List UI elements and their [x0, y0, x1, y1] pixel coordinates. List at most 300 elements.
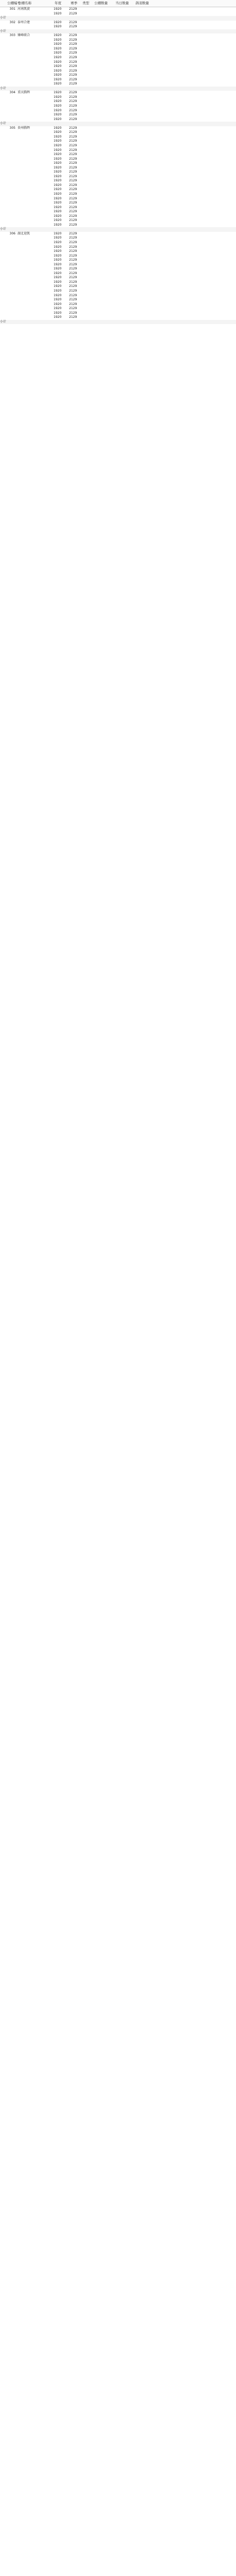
loft-name-cell: [16, 254, 54, 259]
table-cell: [6, 87, 16, 91]
season-cell: 2129: [69, 188, 77, 192]
year-cell: 1920: [54, 236, 62, 240]
loft-id-cell: [6, 302, 16, 307]
count-cell: [132, 218, 151, 223]
type-cell: [80, 117, 92, 122]
table-cell: [0, 307, 6, 311]
loft-id-cell: [6, 258, 16, 263]
year-cell: 1920: [54, 298, 62, 302]
table-cell: [80, 29, 92, 34]
count-cell: [92, 166, 112, 171]
count-cell: [92, 99, 112, 104]
subtotal-cell: [132, 16, 151, 21]
count-cell: [112, 95, 132, 100]
count-cell: [92, 241, 112, 245]
count-cell: [132, 51, 151, 56]
count-cell: [112, 91, 132, 95]
loft-name-cell: [16, 249, 54, 254]
count-cell: [92, 139, 112, 144]
count-cell: [112, 280, 132, 285]
table-cell: [0, 12, 6, 16]
year-cell: 1920: [54, 51, 62, 55]
table-cell: [0, 210, 6, 214]
loft-id-cell: [6, 157, 16, 162]
loft-id-cell: [6, 276, 16, 280]
count-cell: [112, 135, 132, 140]
type-cell: [80, 241, 92, 245]
table-cell: [0, 73, 6, 78]
table-cell: [0, 51, 6, 56]
header-cell: 公棚名称: [18, 1, 31, 5]
loft-name-cell: [16, 298, 54, 302]
type-cell: [80, 249, 92, 254]
table-row: [0, 99, 236, 104]
count-cell: [112, 206, 132, 210]
table-row: [0, 267, 236, 272]
type-cell: [80, 284, 92, 289]
type-cell: [80, 144, 92, 148]
loft-name-cell: [16, 267, 54, 272]
header-cell: 鸽羽数量: [136, 1, 149, 5]
type-cell: [80, 95, 92, 100]
table-cell: [0, 197, 6, 201]
table-cell: [0, 311, 6, 316]
table-row: [0, 78, 236, 82]
count-cell: [132, 315, 151, 320]
year-cell: 1920: [54, 113, 62, 117]
count-cell: [132, 60, 151, 65]
table-cell: [54, 87, 69, 91]
type-cell: [80, 263, 92, 267]
type-cell: [80, 73, 92, 78]
count-cell: [92, 175, 112, 179]
loft-id-cell: [6, 25, 16, 29]
type-cell: [80, 157, 92, 162]
loft-name-cell: [16, 104, 54, 109]
loft-id-cell: [6, 51, 16, 56]
loft-name-cell: 湖北迎凯: [18, 231, 30, 235]
type-cell: [80, 148, 92, 153]
table-row: [0, 214, 236, 219]
loft-name-cell: [16, 284, 54, 289]
loft-id-cell: [6, 56, 16, 60]
table-row: [0, 272, 236, 276]
count-cell: [132, 223, 151, 228]
count-cell: [132, 170, 151, 175]
header-cell: 公棚数量: [94, 1, 108, 5]
table-row: [0, 183, 236, 188]
season-cell: 2129: [69, 258, 77, 262]
count-cell: [112, 223, 132, 228]
subtotal-row: [0, 87, 236, 91]
table-cell: [0, 166, 6, 171]
count-cell: [92, 197, 112, 201]
table-cell: [0, 289, 6, 294]
season-cell: 2129: [69, 267, 77, 271]
year-cell: 1920: [54, 46, 62, 50]
count-cell: [112, 201, 132, 206]
table-cell: [0, 82, 6, 87]
loft-name-cell: [16, 60, 54, 65]
table-cell: [6, 29, 16, 34]
subtotal-label: 小计: [0, 227, 7, 231]
season-cell: 2129: [69, 25, 77, 29]
table-row: [0, 254, 236, 259]
count-cell: [112, 126, 132, 131]
year-cell: 1920: [54, 280, 62, 284]
type-cell: [80, 218, 92, 223]
loft-name-cell: [16, 197, 54, 201]
year-cell: 1920: [54, 104, 62, 108]
count-cell: [132, 166, 151, 171]
table-cell: [0, 117, 6, 122]
table-row: [0, 104, 236, 109]
count-cell: [132, 232, 151, 236]
table-cell: [0, 298, 6, 302]
season-cell: 2129: [69, 210, 77, 214]
count-cell: [132, 117, 151, 122]
year-cell: 1920: [54, 271, 62, 275]
type-cell: [80, 258, 92, 263]
loft-id-cell: 303: [9, 33, 15, 38]
loft-id-cell: [6, 69, 16, 74]
year-cell: 1920: [54, 231, 62, 235]
loft-id-cell: [6, 117, 16, 122]
subtotal-cell: [92, 87, 112, 91]
loft-id-cell: [6, 289, 16, 294]
table-cell: [0, 91, 6, 95]
count-cell: [112, 267, 132, 272]
subtotal-cell: [112, 87, 132, 91]
loft-name-cell: [16, 135, 54, 140]
type-cell: [80, 130, 92, 135]
count-cell: [132, 157, 151, 162]
season-cell: 2129: [69, 56, 77, 60]
count-cell: [92, 263, 112, 267]
season-cell: 2129: [69, 205, 77, 209]
loft-id-cell: [6, 315, 16, 320]
table-row: [0, 144, 236, 148]
loft-id-cell: [6, 241, 16, 245]
year-cell: 1920: [54, 117, 62, 121]
count-cell: [132, 82, 151, 87]
table-row: [0, 263, 236, 267]
subtotal-cell: [112, 122, 132, 126]
table-row: [0, 135, 236, 140]
subtotal-cell: [112, 320, 132, 325]
table-cell: [0, 60, 6, 65]
count-cell: [112, 232, 132, 236]
table-cell: [0, 7, 6, 12]
subtotal-label: 小计: [0, 86, 7, 90]
type-cell: [80, 294, 92, 298]
count-cell: [92, 179, 112, 183]
table-cell: [6, 122, 16, 126]
season-cell: 2129: [69, 157, 77, 161]
loft-id-cell: [6, 42, 16, 47]
table-row: [0, 249, 236, 254]
table-row: [0, 7, 236, 12]
loft-name-cell: [16, 69, 54, 74]
count-cell: [132, 109, 151, 113]
season-cell: 2129: [69, 42, 77, 46]
loft-id-cell: [6, 263, 16, 267]
count-cell: [132, 104, 151, 109]
count-cell: [112, 307, 132, 311]
count-cell: [92, 302, 112, 307]
table-cell: [0, 183, 6, 188]
count-cell: [132, 161, 151, 166]
table-cell: [0, 157, 6, 162]
season-cell: 2129: [69, 126, 77, 130]
count-cell: [112, 183, 132, 188]
table-row: [0, 276, 236, 280]
count-cell: [92, 38, 112, 43]
loft-name-cell: [16, 179, 54, 183]
loft-name-cell: 臻峰联合: [18, 33, 30, 38]
table-cell: [6, 227, 16, 232]
table-row: [0, 197, 236, 201]
year-cell: 1920: [54, 64, 62, 69]
table-cell: [16, 122, 54, 126]
count-cell: [92, 7, 112, 12]
table-cell: [80, 122, 92, 126]
loft-name-cell: [16, 307, 54, 311]
type-cell: [80, 272, 92, 276]
table-row: [0, 201, 236, 206]
data-sheet: [0, 0, 236, 324]
count-cell: [92, 245, 112, 250]
type-cell: [80, 311, 92, 316]
table-cell: [0, 109, 6, 113]
table-cell: [0, 99, 6, 104]
loft-name-cell: [16, 157, 54, 162]
table-cell: [0, 232, 6, 236]
count-cell: [112, 197, 132, 201]
season-cell: 2129: [69, 95, 77, 99]
table-cell: [16, 29, 54, 34]
year-cell: 1920: [54, 218, 62, 223]
loft-name-cell: [16, 148, 54, 153]
loft-id-cell: [6, 60, 16, 65]
table-cell: [0, 241, 6, 245]
loft-id-cell: [6, 38, 16, 43]
count-cell: [132, 206, 151, 210]
year-cell: 1920: [54, 183, 62, 187]
loft-name-cell: [16, 206, 54, 210]
count-cell: [132, 210, 151, 214]
table-row: [0, 232, 236, 236]
loft-name-cell: [16, 289, 54, 294]
type-cell: [80, 183, 92, 188]
type-cell: [80, 298, 92, 302]
loft-name-cell: [16, 95, 54, 100]
table-cell: [6, 16, 16, 21]
subtotal-row: [0, 29, 236, 34]
count-cell: [132, 130, 151, 135]
loft-id-cell: [6, 12, 16, 16]
loft-id-cell: 302: [9, 20, 15, 24]
type-cell: [80, 25, 92, 29]
type-cell: [80, 7, 92, 12]
type-cell: [80, 109, 92, 113]
count-cell: [92, 267, 112, 272]
count-cell: [132, 236, 151, 241]
season-cell: 2129: [69, 117, 77, 121]
count-cell: [112, 236, 132, 241]
count-cell: [112, 218, 132, 223]
count-cell: [92, 95, 112, 100]
season-cell: 2129: [69, 130, 77, 134]
table-cell: [0, 280, 6, 285]
count-cell: [132, 294, 151, 298]
loft-name-cell: [16, 170, 54, 175]
year-cell: 1920: [54, 262, 62, 266]
type-cell: [80, 302, 92, 307]
loft-name-cell: [16, 56, 54, 60]
loft-id-cell: [6, 272, 16, 276]
count-cell: [92, 21, 112, 25]
count-cell: [132, 302, 151, 307]
count-cell: [92, 170, 112, 175]
year-cell: 1920: [54, 201, 62, 205]
table-cell: [69, 122, 80, 126]
loft-name-cell: 泰州合建: [18, 20, 30, 24]
count-cell: [112, 12, 132, 16]
season-cell: 2129: [69, 73, 77, 77]
count-cell: [132, 135, 151, 140]
count-cell: [132, 267, 151, 272]
loft-name-cell: [16, 78, 54, 82]
year-cell: 1920: [54, 82, 62, 86]
loft-name-cell: [16, 73, 54, 78]
count-cell: [132, 148, 151, 153]
type-cell: [80, 245, 92, 250]
loft-name-cell: [16, 188, 54, 192]
loft-id-cell: [6, 201, 16, 206]
year-cell: 1920: [54, 223, 62, 227]
loft-id-cell: [6, 139, 16, 144]
table-cell: [54, 320, 69, 325]
count-cell: [132, 276, 151, 280]
season-cell: 2129: [69, 236, 77, 240]
count-cell: [132, 64, 151, 69]
count-cell: [132, 7, 151, 12]
count-cell: [132, 144, 151, 148]
season-cell: 2129: [69, 253, 77, 258]
type-cell: [80, 175, 92, 179]
loft-id-cell: [6, 311, 16, 316]
count-cell: [132, 245, 151, 250]
loft-id-cell: [6, 197, 16, 201]
count-cell: [112, 294, 132, 298]
table-cell: [0, 276, 6, 280]
count-cell: [112, 144, 132, 148]
count-cell: [112, 42, 132, 47]
count-cell: [132, 258, 151, 263]
season-cell: 2129: [69, 46, 77, 50]
table-cell: [0, 179, 6, 183]
year-cell: 1920: [54, 134, 62, 139]
table-cell: [0, 258, 6, 263]
loft-id-cell: [6, 95, 16, 100]
type-cell: [80, 170, 92, 175]
table-row: [0, 42, 236, 47]
loft-name-cell: [16, 42, 54, 47]
loft-name-cell: [16, 144, 54, 148]
table-cell: [0, 170, 6, 175]
loft-name-cell: 河南凯旋: [18, 7, 30, 11]
table-cell: [0, 33, 6, 38]
table-row: [0, 161, 236, 166]
loft-name-cell: [16, 210, 54, 214]
table-row: [0, 113, 236, 117]
table-cell: [0, 236, 6, 241]
count-cell: [92, 25, 112, 29]
table-cell: [16, 320, 54, 325]
count-cell: [132, 241, 151, 245]
loft-id-cell: [6, 144, 16, 148]
year-cell: 1920: [54, 73, 62, 77]
year-cell: 1920: [54, 293, 62, 297]
count-cell: [92, 284, 112, 289]
subtotal-cell: [92, 29, 112, 34]
table-row: [0, 12, 236, 16]
count-cell: [92, 218, 112, 223]
table-row: [0, 64, 236, 69]
count-cell: [92, 60, 112, 65]
loft-id-cell: [6, 170, 16, 175]
loft-id-cell: [6, 175, 16, 179]
count-cell: [92, 73, 112, 78]
table-row: [0, 307, 236, 311]
loft-id-cell: [6, 218, 16, 223]
table-cell: [0, 104, 6, 109]
count-cell: [112, 245, 132, 250]
count-cell: [132, 192, 151, 197]
table-row: [0, 258, 236, 263]
subtotal-label: 小计: [0, 29, 7, 33]
count-cell: [92, 148, 112, 153]
year-cell: 1920: [54, 60, 62, 64]
count-cell: [132, 263, 151, 267]
count-cell: [132, 42, 151, 47]
table-row: [0, 82, 236, 87]
year-cell: 1920: [54, 267, 62, 271]
type-cell: [80, 197, 92, 201]
subtotal-cell: [132, 29, 151, 34]
count-cell: [112, 284, 132, 289]
subtotal-label: 小计: [0, 122, 7, 126]
count-cell: [112, 104, 132, 109]
table-cell: [6, 320, 16, 325]
year-cell: 1920: [54, 108, 62, 112]
type-cell: [80, 82, 92, 87]
count-cell: [132, 113, 151, 117]
count-cell: [132, 175, 151, 179]
count-cell: [132, 47, 151, 52]
count-cell: [132, 152, 151, 157]
subtotal-row: [0, 227, 236, 232]
loft-id-cell: [6, 183, 16, 188]
type-cell: [80, 78, 92, 82]
type-cell: [80, 69, 92, 74]
loft-name-cell: [16, 223, 54, 228]
table-cell: [54, 16, 69, 21]
type-cell: [80, 210, 92, 214]
season-cell: 2129: [69, 276, 77, 280]
count-cell: [132, 179, 151, 183]
